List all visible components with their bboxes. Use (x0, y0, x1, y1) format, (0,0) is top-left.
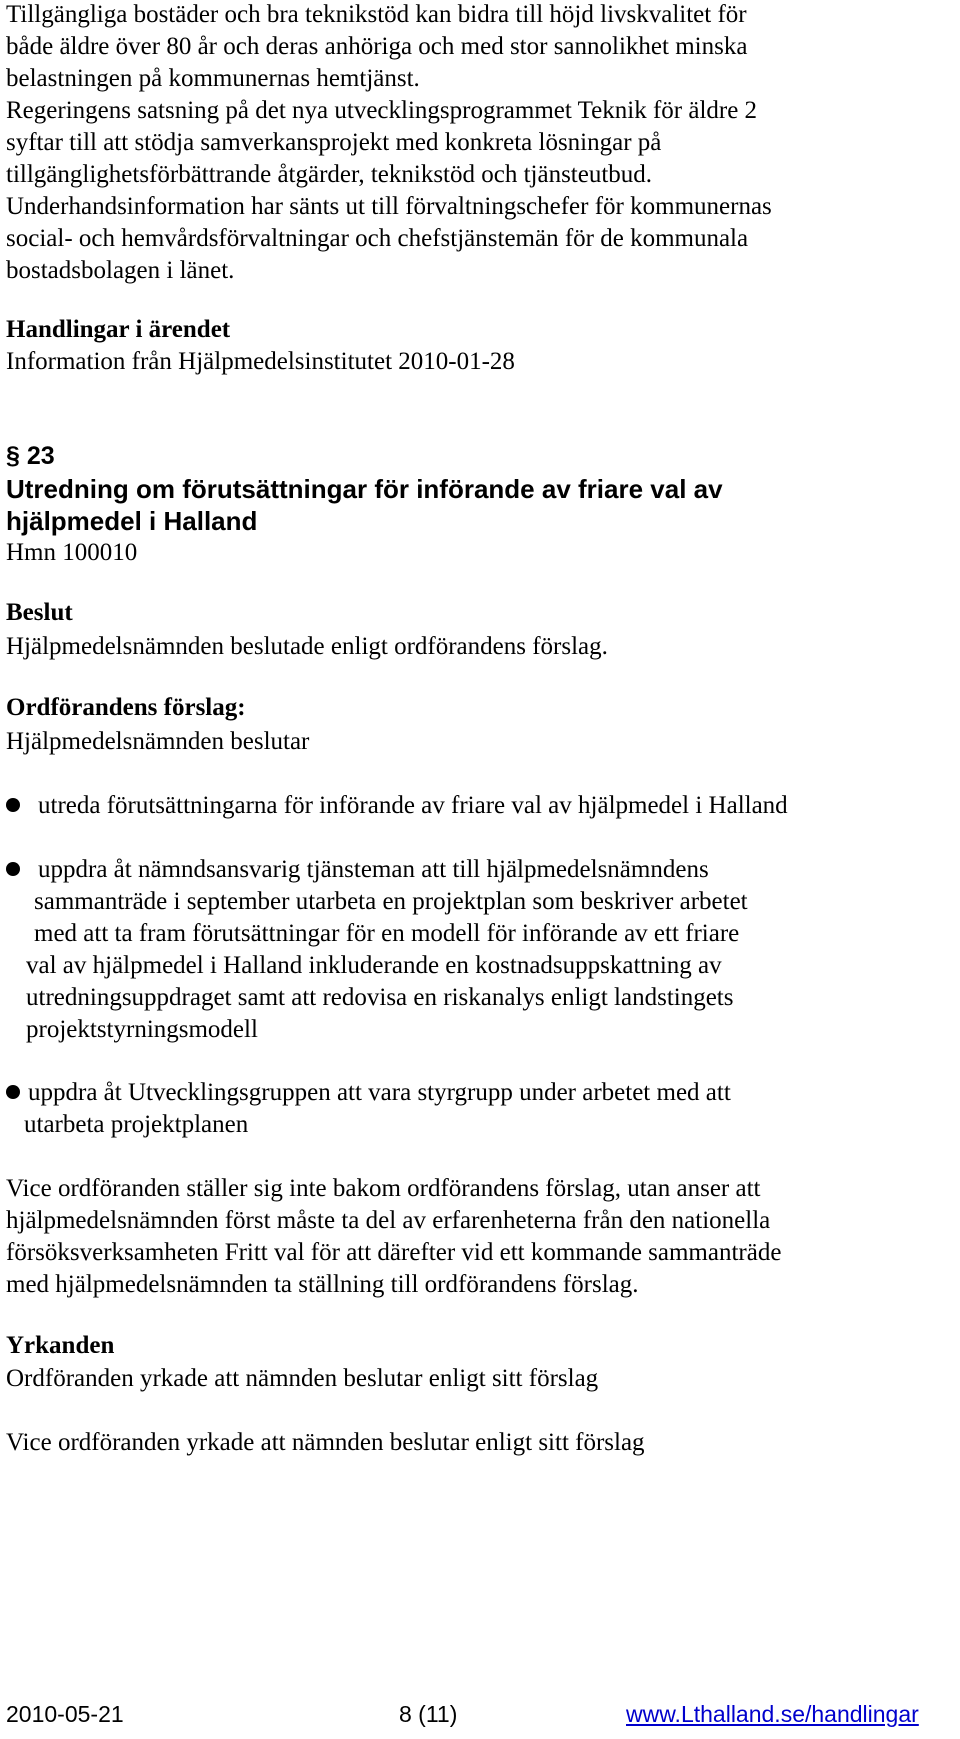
list-item-text: uppdra åt Utvecklingsgruppen att vara styrgrupp under arbetet med att (28, 1079, 731, 1106)
intro-line: bostadsbolagen i länet. (6, 257, 235, 284)
list-item-continuation: sammanträde i september utarbeta en projektplan som beskriver arbetet (34, 888, 748, 915)
footer-date: 2010-05-21 (6, 1701, 124, 1727)
list-item (6, 1078, 731, 1108)
footer-link[interactable]: www.Lthalland.se/handlingar (626, 1701, 919, 1727)
list-item (6, 855, 709, 885)
footer-page-number: 8 (11) (399, 1701, 458, 1727)
section-ref: Hmn 100010 (6, 539, 138, 566)
intro-line: social- och hemvårdsförvaltningar och chefstjänstemän för de kommunala (6, 225, 749, 252)
motions-heading: Yrkanden (6, 1332, 115, 1359)
section-title-line: Utredning om förutsättningar för införande av friare val av (6, 474, 723, 504)
intro-line: syftar till att stödja samverkansprojekt med konkreta lösningar på (6, 129, 662, 156)
intro-line: belastningen på kommunernas hemtjänst. (6, 65, 420, 92)
list-item-continuation: projektstyrningsmodell (26, 1016, 258, 1043)
section-number (6, 441, 55, 471)
intro-line: Regeringens satsning på det nya utvecklingsprogrammet Teknik för äldre 2 (6, 97, 758, 124)
list-item-continuation: val av hjälpmedel i Halland inkluderande en kostnadsuppskattning av (26, 952, 722, 979)
proposal-intro: Hjälpmedelsnämnden beslutar (6, 728, 310, 755)
list-item-text: utreda förutsättningarna för införande av friare val av hjälpmedel i Halland (38, 792, 788, 819)
vice-line: med hjälpmedelsnämnden ta ställning till ordförandens förslag. (6, 1271, 639, 1298)
list-item-continuation: utarbeta projektplanen (24, 1111, 249, 1138)
list-item-continuation: med att ta fram förutsättningar för en modell för införande av ett friare (34, 920, 740, 947)
vice-line: Vice ordföranden ställer sig inte bakom ordförandens förslag, utan anser att (6, 1175, 761, 1202)
documents-text: Information från Hjälpmedelsinstitutet 2010-01-28 (6, 348, 515, 375)
section-title-line: hjälpmedel i Halland (6, 506, 258, 536)
documents-heading: Handlingar i ärendet (6, 316, 231, 343)
decision-text: Hjälpmedelsnämnden beslutade enligt ordförandens förslag. (6, 633, 608, 660)
list-item-text: uppdra åt nämndsansvarig tjänsteman att till hjälpmedelsnämndens (38, 856, 709, 883)
section-mark: § (6, 442, 20, 470)
bullet-icon (6, 862, 20, 876)
intro-line: Tillgängliga bostäder och bra teknikstöd kan bidra till höjd livskvalitet för (6, 1, 747, 28)
motions-line: Ordföranden yrkade att nämnden beslutar enligt sitt förslag (6, 1365, 599, 1392)
intro-line: tillgänglighetsförbättrande åtgärder, teknikstöd och tjänsteutbud. (6, 161, 653, 188)
intro-line: Underhandsinformation har sänts ut till förvaltningschefer för kommunernas (6, 193, 772, 220)
bullet-icon (6, 798, 20, 812)
decision-heading: Beslut (6, 599, 73, 626)
section-number-value: 23 (26, 442, 55, 470)
motions-line: Vice ordföranden yrkade att nämnden beslutar enligt sitt förslag (6, 1429, 645, 1456)
list-item-continuation: utredningsuppdraget samt att redovisa en riskanalys enligt landstingets (26, 984, 734, 1011)
vice-line: försöksverksamheten Fritt val för att därefter vid ett kommande sammanträde (6, 1239, 782, 1266)
proposal-heading: Ordförandens förslag: (6, 694, 246, 721)
vice-line: hjälpmedelsnämnden först måste ta del av erfarenheterna från den nationella (6, 1207, 771, 1234)
list-item (6, 791, 788, 821)
bullet-icon (6, 1085, 20, 1099)
intro-line: både äldre över 80 år och deras anhöriga och med stor sannolikhet minska (6, 33, 748, 60)
